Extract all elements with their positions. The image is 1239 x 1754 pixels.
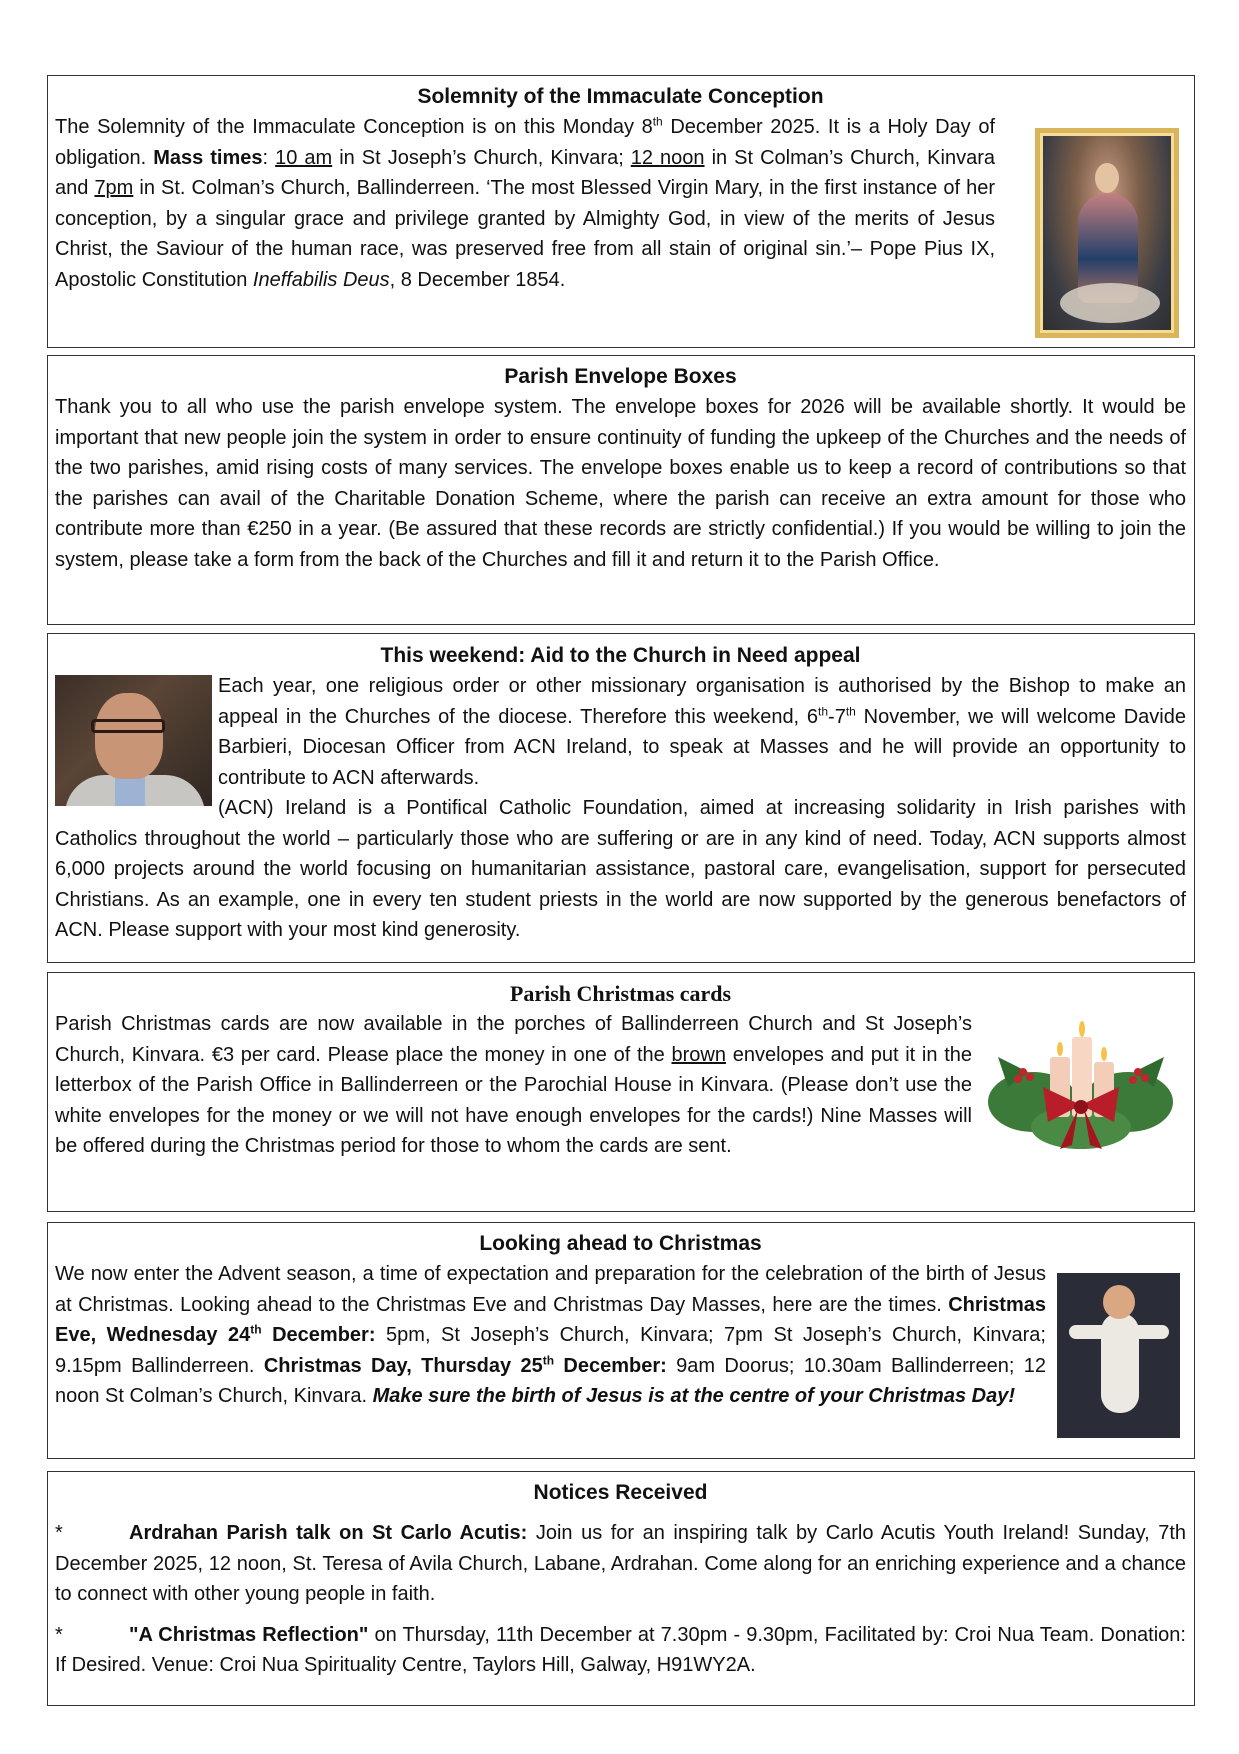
section-title: This weekend: Aid to the Church in Need appeal xyxy=(380,644,861,667)
section-notices-received xyxy=(47,1471,1195,1706)
text-span: (ACN) Ireland is a Pontifical Catholic Foundation, aimed at increasing solidarity in Irish parishes with Catholics throughout the world – particularly those who are suffering or are in any kind of need. Today, ACN supports almost 6,000 projects around the world focusing on humanitarian assistance, pastoral care, evangelisation, support for persecuted Christians. As an example, one in every ten student priests in the world are now supported by the generous benefactors of ACN. Please support with your most kind generosity. xyxy=(55,797,1186,941)
superscript: th xyxy=(818,703,829,718)
section-title: Notices Received xyxy=(533,1481,708,1504)
text-span: in St Colman’s Church, Kinvara and xyxy=(55,146,995,199)
text-span: The Solemnity of the Immaculate Conception is on this Monday 8 xyxy=(55,116,653,138)
text-span: Each year, one religious order or other missionary organisation is authorised by the Bishop to make an appeal in the Churches of the diocese. Therefore this weekend, 6 xyxy=(218,675,1186,728)
text-span: Christmas Eve, Wednesday 24 xyxy=(55,1293,1046,1346)
section-body xyxy=(55,1259,1046,1412)
text-span: Christmas Day, Thursday 25 xyxy=(263,1354,543,1377)
notice-body: on Thursday, 11th December at 7.30pm - 9.30pm, Facilitated by: Croi Nua Team. Donation: If Desired. Venue: Croi Nua Spirituality Centre, Taylors Hill, Galway, H91WY2A. xyxy=(55,1623,1186,1676)
mass-time-12noon: 12 noon xyxy=(630,146,705,169)
madonna-painting-image xyxy=(1035,128,1179,338)
mass-times-label: Mass times xyxy=(153,146,263,169)
speaker-photo xyxy=(55,675,212,806)
text-span: December 2025. It is a Holy Day of obligation. xyxy=(55,116,995,169)
christmas-day-times: 9am Doorus; 10.30am Ballinderreen; 12 noon St Colman’s Church, Kinvara. xyxy=(55,1354,1046,1407)
statue-head xyxy=(1103,1285,1135,1319)
section-acn-appeal xyxy=(47,633,1195,963)
section-immaculate-conception xyxy=(47,75,1195,348)
notice-item xyxy=(55,1620,1186,1681)
section-title: Looking ahead to Christmas xyxy=(479,1232,762,1255)
christmas-eve-times: 5pm, St Joseph’s Church, Kinvara; 7pm St Joseph’s Church, Kinvara; 9.15pm Ballinderreen. xyxy=(55,1324,1046,1377)
superscript: th xyxy=(542,1352,555,1367)
superscript: th xyxy=(250,1322,262,1337)
section-body xyxy=(55,112,995,295)
notice-heading: Ardrahan Parish talk on St Carlo Acutis: xyxy=(129,1522,528,1544)
section-title: Solemnity of the Immaculate Conception xyxy=(417,85,824,108)
text-span: in St. Colman’s Church, Ballinderreen. ‘The most Blessed Virgin Mary, in the first instance of her conception, by a singular grace and privilege granted by Almighty God, in view of the merits of Jesus Christ, the Saviour of the human race, was preserved free from all stain of original sin.’– Pope Pius IX, Apostolic Constitution xyxy=(55,177,995,291)
text-span: in St Joseph’s Church, Kinvara; xyxy=(332,146,631,169)
superscript: th xyxy=(652,114,663,129)
text-span: Parish Christmas cards are now available in the porches of Ballinderreen Church and St Joseph’s Church, Kinvara. €3 per card. Please place the money in one of the xyxy=(55,1013,972,1066)
brown-envelopes-emphasis: brown xyxy=(671,1043,726,1066)
text-span: November, we will welcome Davide Barbieri, Diocesan Officer from ACN Ireland, to speak at Masses and he will provide an opportunity to contribute to ACN afterwards. xyxy=(218,705,1186,789)
superscript: th xyxy=(845,703,856,718)
text-span: envelopes and put it in the letterbox of the Parish Office in Ballinderreen or the Parochial House in Kinvara. (Please don’t use the white envelopes for the money or we will not have enough envelopes for the cards!) Nine Masses will be offered during the Christmas period for those to whom the cards are sent. xyxy=(55,1043,973,1157)
closing-message: Make sure the birth of Jesus is at the centre of your Christmas Day! xyxy=(372,1385,1015,1407)
section-christmas-cards xyxy=(47,972,1195,1212)
section-title: Parish Envelope Boxes xyxy=(504,365,737,388)
text-span: -7 xyxy=(828,705,846,728)
section-body xyxy=(55,671,1186,946)
photo-glasses xyxy=(91,719,165,733)
notice-body: Join us for an inspiring talk by Carlo Acutis Youth Ireland! Sunday, 7th December 2025, 12 noon, St. Teresa of Avila Church, Labane, Ardrahan. Come along for an enriching experience and a chance to connect with other young people in faith. xyxy=(55,1522,1187,1605)
text-span: We now enter the Advent season, a time of expectation and preparation for the celebration of the birth of Jesus at Christmas. Looking ahead to the Christmas Eve and Christmas Day Masses, here are the times. xyxy=(55,1263,1046,1316)
bullet: * xyxy=(55,1623,63,1646)
text-span: : xyxy=(262,146,276,169)
section-body xyxy=(55,1009,972,1162)
notice-item xyxy=(55,1518,1186,1610)
christmas-candles-image xyxy=(988,1017,1174,1153)
mass-time-10am: 10 am xyxy=(275,146,333,169)
text-span: , 8 December 1854. xyxy=(389,268,566,291)
notice-heading: "A Christmas Reflection" xyxy=(129,1623,369,1646)
madonna-head xyxy=(1095,163,1119,193)
section-envelope-boxes xyxy=(47,355,1195,625)
cloud-cherubs xyxy=(1060,283,1160,323)
mass-time-7pm: 7pm xyxy=(94,177,134,199)
bullet: * xyxy=(55,1522,63,1544)
document-title: Ineffabilis Deus xyxy=(252,268,390,291)
section-title: Parish Christmas cards xyxy=(509,981,732,1006)
statue-body xyxy=(1101,1313,1139,1413)
text-span: December: xyxy=(261,1324,376,1346)
section-body: Thank you to all who use the parish envelope system. The envelope boxes for 2026 will be available shortly. It would be important that new people join the system in order to ensure continuity of funding the upkeep of the Churches and the needs of the two parishes, amid rising costs of many services. The envelope boxes enable us to keep a record of contributions so that the parishes can avail of the Charitable Donation Scheme, where the parish can receive an extra amount for those who contribute more than €250 in a year. (Be assured that these records are strictly confidential.) If you would be willing to join the system, please take a form from the back of the Churches and fill it and return it to the Parish Office. xyxy=(55,396,1186,571)
infant-jesus-statue-image xyxy=(1057,1273,1180,1438)
christmas-day-label xyxy=(263,1352,667,1377)
section-looking-ahead-christmas xyxy=(47,1222,1195,1459)
photo-face xyxy=(95,693,163,779)
text-span: December: xyxy=(554,1354,667,1377)
